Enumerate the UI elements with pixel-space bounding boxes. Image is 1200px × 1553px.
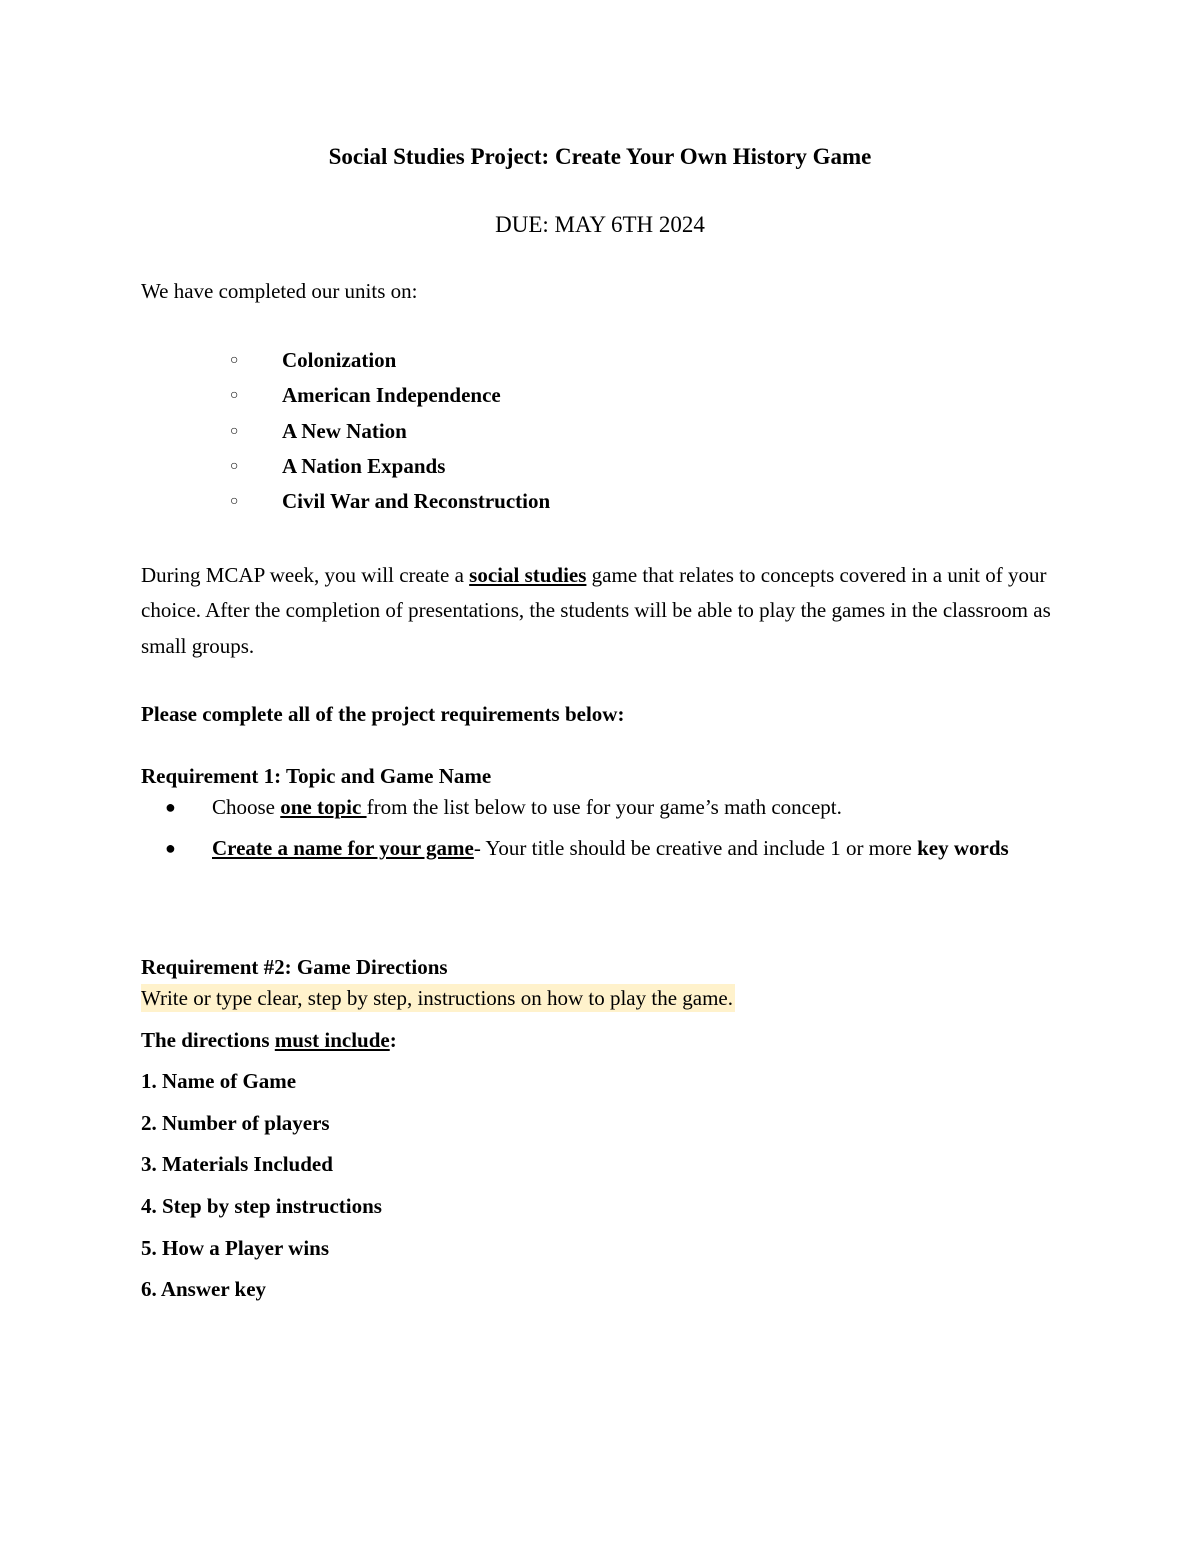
- requirement-2-heading: Requirement #2: Game Directions: [141, 955, 448, 979]
- must-include-line: The directions must include:: [141, 1028, 397, 1052]
- hollow-circle-icon: ○: [230, 494, 239, 510]
- intro-text: We have completed our units on:: [141, 279, 418, 303]
- hollow-circle-icon: ○: [230, 388, 239, 404]
- units-list: [230, 346, 550, 522]
- filled-circle-icon: ●: [165, 838, 176, 858]
- requirement-1-heading: Requirement 1: Topic and Game Name: [141, 764, 492, 788]
- list-item: 2. Number of players: [141, 1110, 330, 1135]
- emphasis-create-name: Create a name for your game: [212, 836, 474, 860]
- please-complete-heading: Please complete all of the project requirements below:: [141, 702, 625, 726]
- highlighted-instruction: Write or type clear, step by step, instructions on how to play the game.: [141, 986, 733, 1010]
- directions-list: [141, 1067, 382, 1317]
- list-item: 3. Materials Included: [141, 1152, 333, 1177]
- list-item: ○ Civil War and Reconstruction: [230, 487, 550, 522]
- filled-circle-icon: ●: [165, 797, 176, 817]
- list-item: 1. Name of Game: [141, 1069, 297, 1093]
- list-item: ○ A New Nation: [230, 417, 550, 452]
- emphasis-must-include: must include: [274, 1028, 390, 1052]
- list-item: ○ A Nation Expands: [230, 452, 550, 487]
- emphasis-key-words: key words: [917, 836, 1009, 860]
- list-item: ○ American Independence: [230, 381, 550, 416]
- list-item: 4. Step by step instructions: [141, 1194, 382, 1219]
- document-title: Social Studies Project: Create Your Own History Game: [328, 144, 872, 169]
- emphasis-one-topic: one topic: [280, 795, 367, 819]
- emphasis-social-studies: social studies: [469, 563, 587, 587]
- requirement-1-list: [141, 793, 1061, 869]
- hollow-circle-icon: ○: [230, 423, 239, 439]
- list-item: ● Choose one topic from the list below to use for your game’s math concept.: [165, 795, 842, 819]
- list-item: ● Create a name for your game- Your title should be creative and include 1 or more key words: [141, 828, 1061, 869]
- list-item: 6. Answer key: [141, 1277, 267, 1302]
- due-date: DUE: MAY 6TH 2024: [495, 212, 705, 237]
- list-item: ○ Colonization: [230, 346, 550, 381]
- list-item: 5. How a Player wins: [141, 1235, 330, 1260]
- hollow-circle-icon: ○: [230, 353, 239, 368]
- hollow-circle-icon: ○: [230, 458, 239, 474]
- description-paragraph: During MCAP week, you will create a social studies game that relates to concepts covered in a unit of your choice. After the completion of presentations, the students will be able to play the games in the classroom as small groups.: [141, 563, 1051, 658]
